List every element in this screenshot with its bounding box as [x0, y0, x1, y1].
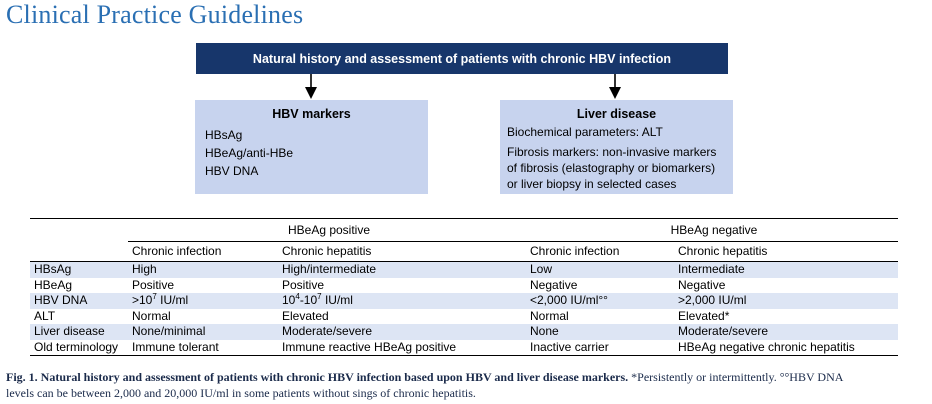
- liver-fibrosis-line: or liver biopsy in selected cases: [507, 177, 677, 191]
- row-label: HBsAg: [30, 262, 128, 278]
- row-label: Old terminology: [34, 339, 119, 354]
- table-cell: High: [128, 262, 278, 278]
- table-cell: Inactive carrier: [530, 339, 609, 354]
- hbv-marker-item: HBeAg/anti-HBe: [205, 146, 294, 160]
- table-cell: Moderate/severe: [278, 324, 526, 340]
- page-title: Clinical Practice Guidelines: [6, 0, 304, 29]
- table-cell: Immune tolerant: [132, 339, 219, 354]
- column-header: Chronic hepatitis: [678, 243, 768, 258]
- arrow-down-icon: [607, 74, 623, 100]
- caption-label: Fig. 1.: [6, 370, 38, 384]
- table-cell: $>10^7$ IU/ml: [128, 293, 278, 309]
- row-label: HBeAg: [34, 277, 73, 292]
- arrow-down-icon: [303, 74, 319, 100]
- liver-disease-box: [500, 100, 733, 194]
- table-cell: <2,000 IU/ml°°: [526, 293, 674, 309]
- row-label: ALT: [34, 308, 56, 323]
- hbv-marker-item: HBsAg: [205, 128, 243, 142]
- column-header: Chronic infection: [530, 243, 620, 258]
- caption-text: *Persistently or intermittently. °°HBV DNA: [628, 370, 844, 384]
- table-cell: >2,000 IU/ml: [674, 293, 898, 309]
- hbv-marker-item: HBV DNA: [205, 164, 259, 178]
- table-cell: Positive: [132, 277, 175, 292]
- table-cell: Moderate/severe: [674, 324, 898, 340]
- group-header-positive: HBeAg positive: [128, 219, 526, 242]
- table-cell: Normal: [530, 308, 569, 323]
- table-cell: Elevated: [282, 308, 329, 323]
- table-cell: None: [526, 324, 674, 340]
- table-cell: Immune reactive HBeAg positive: [282, 339, 457, 354]
- liver-biochem-line: Biochemical parameters: ALT: [507, 125, 663, 139]
- table-row: [30, 262, 898, 278]
- table-cell: Positive: [282, 277, 325, 292]
- table-cell: Elevated*: [678, 308, 730, 323]
- table-row: [30, 324, 898, 340]
- table-row: [30, 340, 898, 356]
- table-cell: Negative: [530, 277, 578, 292]
- table-cell: High/intermediate: [278, 262, 526, 278]
- table-cell: Negative: [678, 277, 726, 292]
- row-label: Liver disease: [30, 324, 128, 340]
- caption-text: levels can be between 2,000 and 20,000 IU/ml in some patients without sings of chronic hepatitis.: [6, 386, 476, 400]
- table-cell: Intermediate: [674, 262, 898, 278]
- diagram-banner: Natural history and assessment of patients with chronic HBV infection: [196, 43, 728, 74]
- table-row: [30, 293, 898, 309]
- caption-bold-text: Natural history and assessment of patients with chronic HBV infection based upon HBV and liver disease markers.: [40, 370, 629, 384]
- hbv-markers-box: [195, 100, 428, 194]
- table-cell: $10^4-10^7$ IU/ml: [278, 293, 526, 309]
- hbv-markers-title: HBV markers: [272, 107, 351, 121]
- liver-disease-title: Liver disease: [576, 107, 657, 121]
- group-header-negative: HBeAg negative: [526, 219, 898, 242]
- table-cell: HBeAg negative chronic hepatitis: [678, 339, 855, 354]
- table-row: [30, 309, 898, 325]
- table-cell: Low: [526, 262, 674, 278]
- assessment-table: [30, 218, 898, 356]
- table-subheader-row: [30, 242, 898, 262]
- table-cell: None/minimal: [128, 324, 278, 340]
- liver-fibrosis-line: of fibrosis (elastography or biomarkers): [507, 161, 716, 175]
- column-header: Chronic infection: [132, 243, 222, 258]
- row-label: HBV DNA: [30, 293, 128, 309]
- table-row: [30, 278, 898, 294]
- liver-fibrosis-line: Fibrosis markers: non-invasive markers: [507, 145, 717, 159]
- table-cell: Normal: [132, 308, 171, 323]
- figure-caption: [6, 369, 928, 401]
- column-header: Chronic hepatitis: [282, 243, 372, 258]
